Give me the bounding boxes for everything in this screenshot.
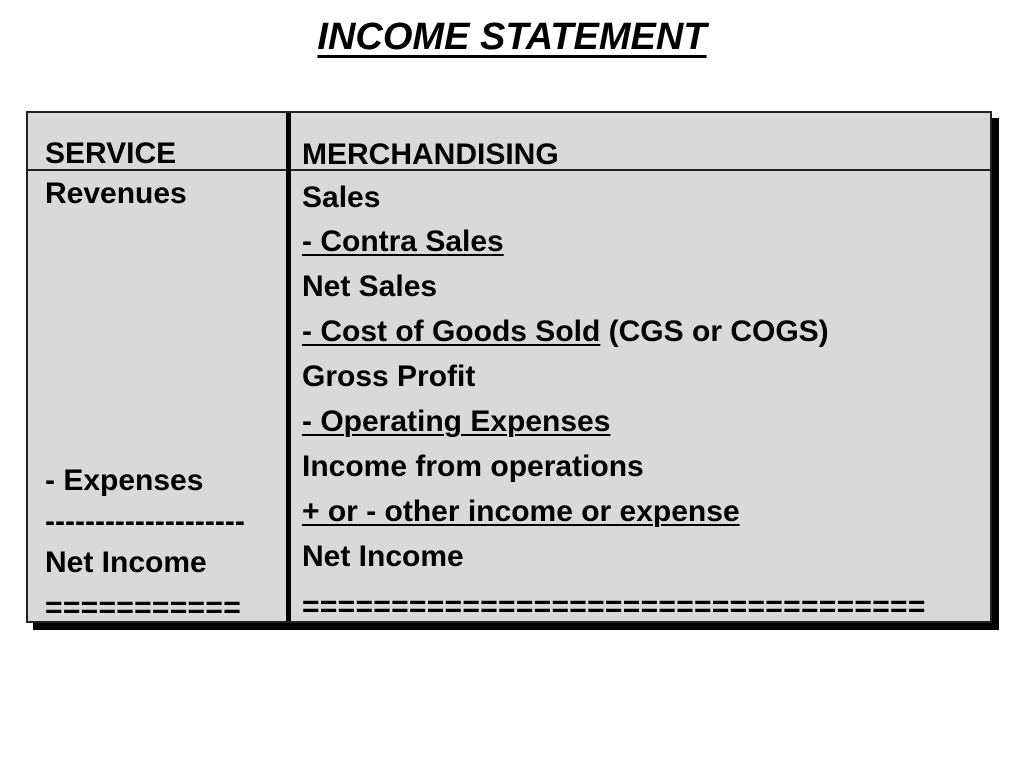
service-dash-line: -------------------- xyxy=(45,505,245,538)
merch-net-income: Net Income xyxy=(302,540,464,573)
merch-cogs-note: (CGS or COGS) xyxy=(608,315,829,348)
service-double-line: =========== xyxy=(45,591,242,624)
service-revenues: Revenues xyxy=(45,177,187,210)
page-title: INCOME STATEMENT xyxy=(317,16,707,58)
service-net-income: Net Income xyxy=(45,546,207,579)
merch-double-line: =================================== xyxy=(302,590,926,623)
merch-cogs-row xyxy=(302,314,829,350)
merch-gross-profit: Gross Profit xyxy=(302,360,476,393)
merch-income-from-operations: Income from operations xyxy=(302,450,644,483)
column-divider xyxy=(286,113,291,621)
service-expenses: - Expenses xyxy=(45,464,204,497)
merch-operating-expenses: - Operating Expenses xyxy=(302,405,611,438)
service-header: SERVICE xyxy=(45,137,177,170)
merch-sales: Sales xyxy=(302,181,381,214)
merchandising-header: MERCHANDISING xyxy=(302,138,559,171)
merch-contra-sales: - Contra Sales xyxy=(302,225,504,258)
merch-other-income: + or - other income or expense xyxy=(302,495,740,528)
merch-cogs: - Cost of Goods Sold xyxy=(302,315,601,348)
merch-net-sales: Net Sales xyxy=(302,270,438,303)
